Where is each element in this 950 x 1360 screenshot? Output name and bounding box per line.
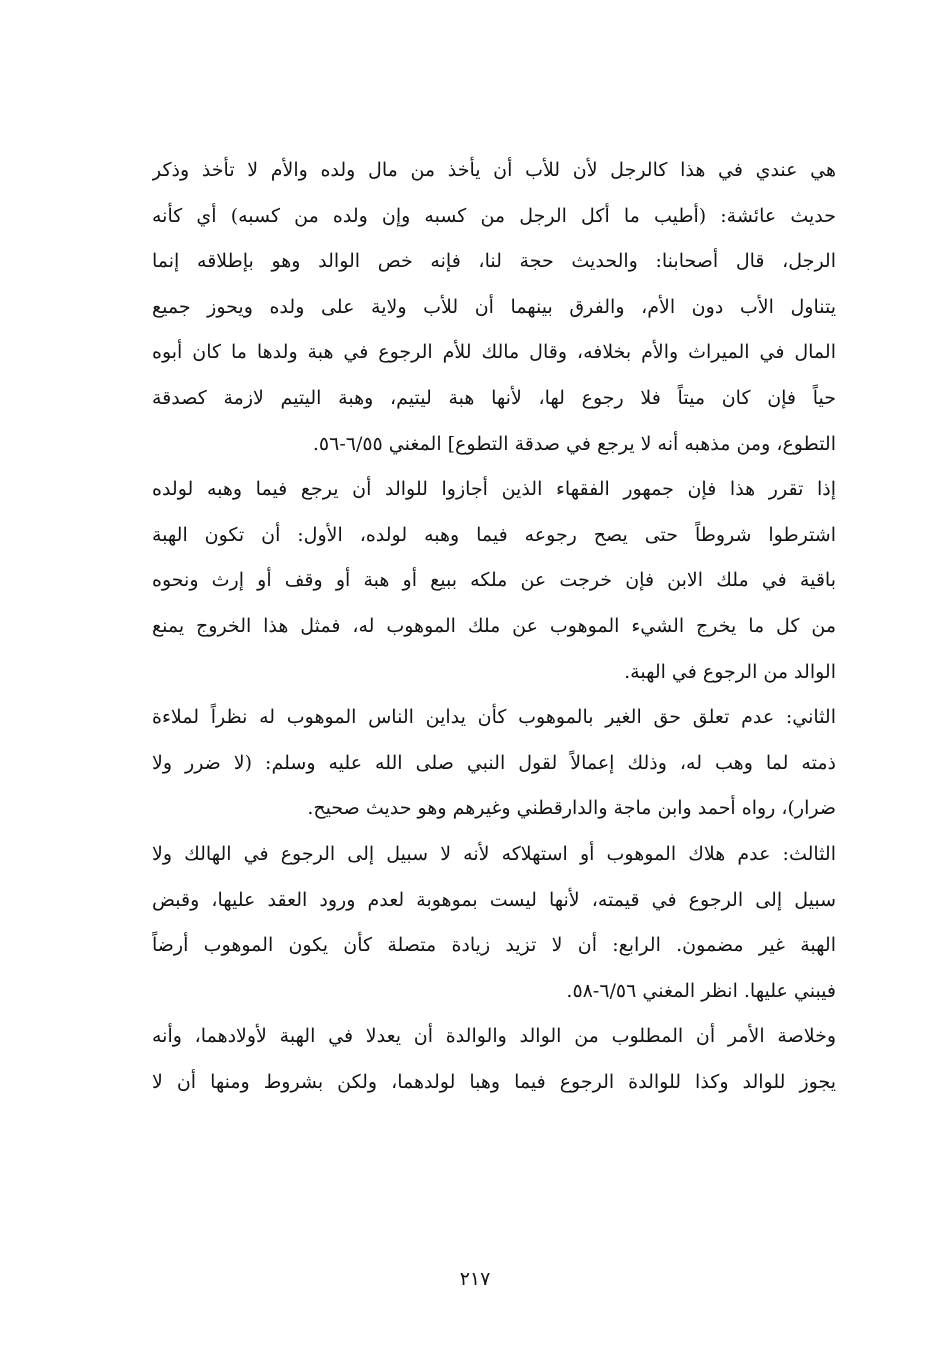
text-line: حديث عائشة: (أطيب ما أكل الرجل من كسبه وإن ولده من كسبه) أي كأنه <box>152 204 836 227</box>
text-line: إذا تقرر هذا فإن جمهور الفقهاء الذين أجازوا للوالد أن يرجع فيما وهبه لولده <box>152 478 836 501</box>
text-line: يجوز للوالد وكذا للوالدة الرجوع فيما وهبا لولدهما، ولكن بشروط ومنها أن لا <box>152 1070 836 1093</box>
text-line: الهبة غير مضمون. الرابع: أن لا تزيد زيادة متصلة كأن يكون الموهوب أرضاً <box>152 934 836 957</box>
text-line: هي عندي في هذا كالرجل لأن للأب أن يأخذ من مال ولده والأم لا تأخذ وذكر <box>152 159 836 181</box>
text-line: باقية في ملك الابن فإن خرجت عن ملكه ببيع أو هبة أو وقف أو إرث ونحوه <box>152 569 836 592</box>
text-line: ضرار)، رواه أحمد وابن ماجة والدارقطني وغيرهم وهو حديث صحيح. <box>307 797 836 820</box>
text-line: يتناول الأب دون الأم، والفرق بينهما أن للأب ولاية على ولده ويحوز جميع <box>152 295 836 318</box>
text-line: الرجل، قال أصحابنا: والحديث حجة لنا، فإنه خص الوالد وهو بإطلاقه إنما <box>152 250 836 273</box>
text-line: ذمته لما وهب له، وذلك إعمالاً لقول النبي صلى الله عليه وسلم: (لا ضرر ولا <box>152 751 836 774</box>
text-line: فيبني عليها. انظر المغني ٦/٥٦-٥٨. <box>566 979 836 1002</box>
page-number: ٢١٧ <box>459 1268 491 1290</box>
text-line: الوالد من الرجوع في الهبة. <box>624 660 836 683</box>
text-line: الثالث: عدم هلاك الموهوب أو استهلاكه لأنه لا سبيل إلى الرجوع في الهالك ولا <box>152 842 836 865</box>
text-line: الثاني: عدم تعلق حق الغير بالموهوب كأن يداين الناس الموهوب له نظراً لملاءة <box>152 706 836 729</box>
text-line: من كل ما يخرج الشيء الموهوب عن ملك الموهوب له، فمثل هذا الخروج يمنع <box>152 614 836 637</box>
body-text <box>152 148 836 1105</box>
text-line: سبيل إلى الرجوع في قيمته، لأنها ليست بموهوبة لعدم ورود العقد عليها، وقبض <box>152 888 836 911</box>
text-line: التطوع، ومن مذهبه أنه لا يرجع في صدقة التطوع] المغني ٦/٥٥-٥٦. <box>312 432 836 455</box>
text-line: حياً فإن كان ميتاً فلا رجوع لها، لأنها هبة ليتيم، وهبة اليتيم لازمة كصدقة <box>152 386 836 409</box>
text-line: وخلاصة الأمر أن المطلوب من الوالد والوالدة أن يعدلا في الهبة لأولادهما، وأنه <box>152 1025 836 1048</box>
text-line: اشترطوا شروطاً حتى يصح رجوعه فيما وهبه لولده، الأول: أن تكون الهبة <box>152 523 836 546</box>
text-line: المال في الميراث والأم بخلافه، وقال مالك للأم الرجوع في هبة ولدها ما كان أبوه <box>152 341 836 364</box>
